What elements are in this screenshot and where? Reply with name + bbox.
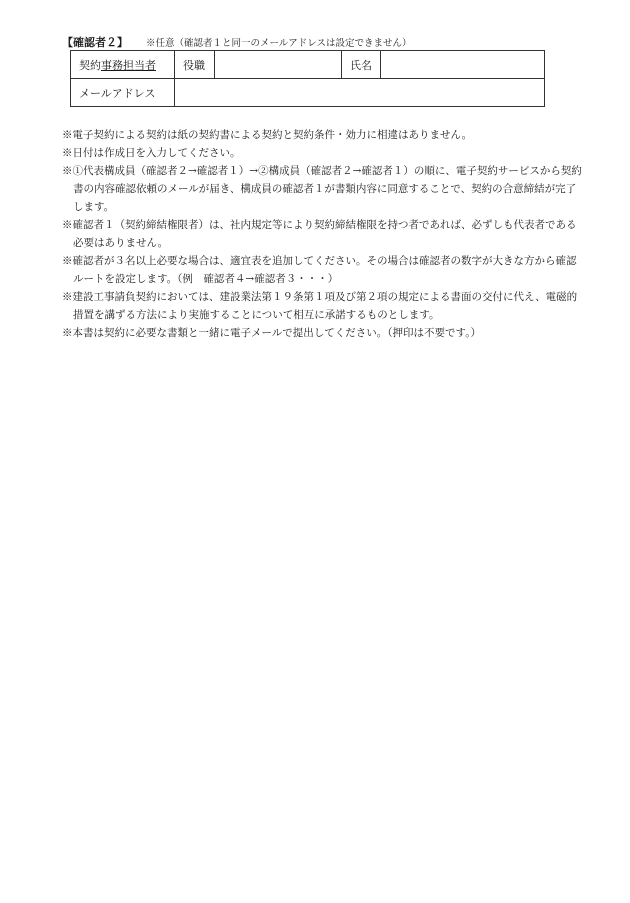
section-title: 【確認者２】 (62, 36, 128, 49)
name-field[interactable] (381, 51, 545, 79)
note-item-confirmation-order: ※①代表構成員（確認者２→確認者１）→②構成員（確認者２→確認者１）の順に、電子契約サービスから契約書の内容確認依頼のメールが届き、構成員の確認者１が書類内容に同意することで、契約の合意締結が完了します。 (62, 165, 582, 213)
note-item-legal-equivalence: ※電子契約による契約は紙の契約書による契約と契約条件・効力に相違はありません。 (62, 129, 473, 141)
note-item-construction-law: ※建設工事請負契約においては、建設業法第１９条第１項及び第２項の規定による書面の交付に代え、電磁的措置を講ずる方法により実施することについて相互に承諾するものとします。 (62, 291, 578, 321)
note-item-submission: ※本書は契約に必要な書類と一緒に電子メールで提出してください。（押印は不要です。） (62, 327, 481, 339)
position-label: 役職 (175, 51, 215, 79)
email-row (71, 79, 545, 107)
confirmer-2-form-table (70, 50, 545, 107)
note-item-signing-authority: ※確認者１（契約締結権限者）は、社内規定等により契約締結権限を持つ者であれば、必ずしも代表者である必要はありません。 (62, 219, 577, 249)
email-label: メールアドレス (71, 79, 175, 107)
contract-staff-label-prefix: 契約 (79, 58, 101, 72)
confirmer-2-header (62, 34, 412, 50)
name-label: 氏名 (342, 51, 381, 79)
note-item-additional-confirmers: ※確認者が３名以上必要な場合は、適宜表を追加してください。その場合は確認者の数字が大きな方から確認ルートを設定します。（例 確認者４→確認者３・・・） (62, 255, 577, 285)
position-field[interactable] (215, 51, 342, 79)
contract-staff-label-cell (71, 51, 175, 79)
notes-list (62, 126, 582, 342)
contract-staff-label-underlined: 事務担当者 (101, 58, 156, 72)
contact-row (71, 51, 545, 79)
optional-note: ※任意（確認者１と同一のメールアドレスは設定できません） (146, 38, 412, 49)
note-item-date: ※日付は作成日を入力してください。 (62, 147, 241, 159)
email-field[interactable] (175, 79, 545, 107)
